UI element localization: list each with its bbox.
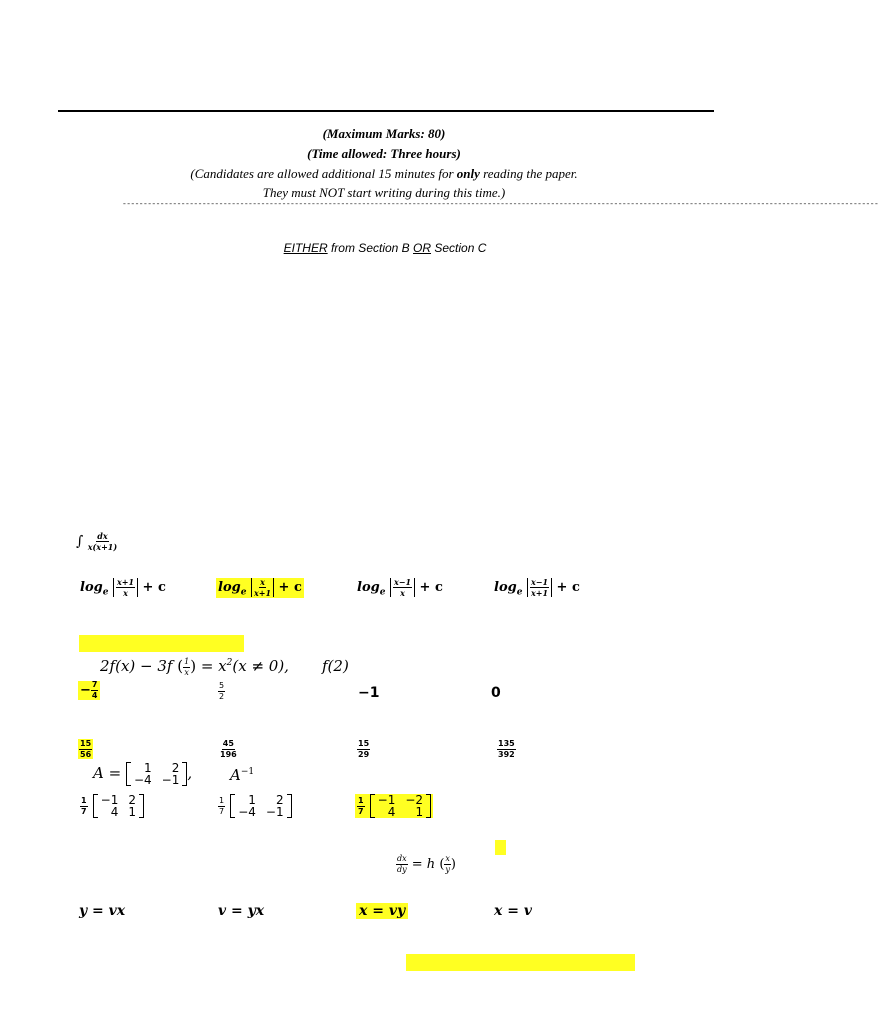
highlight-mark <box>495 840 506 855</box>
q2-equation: 2f(x) − 3f ( $\frac{1}{x}$ ) = $x^2(x \ne 0)$, <box>100 656 289 677</box>
instruction-line-1: (Candidates are allowed additional 15 minutes for only reading the paper. <box>190 166 578 181</box>
q4-matrix-statement: A = 1 2 −4 −1 , <box>93 761 193 787</box>
max-marks: (Maximum Marks: 80) <box>322 126 446 141</box>
highlight-bar-2 <box>406 954 635 971</box>
q2-option-b: $\frac{5}{2}$ <box>219 681 225 701</box>
q2-target: f(2) <box>322 657 349 675</box>
q1-option-a: $\log_e$ $\frac{x+1}{x}$ + c <box>80 577 166 598</box>
q3-option-b: $\frac{45}{196}$ <box>220 739 237 759</box>
q5-option-b: v = yx <box>218 903 265 919</box>
q3-option-c: $\frac{15}{29}$ <box>358 739 370 759</box>
dashed-divider: ------------------------------------------------------------------------------------------------------------------------------------------------------------------------------------ <box>122 200 878 209</box>
q4-option-c: $\frac{1}{7}$ −1 −2 4 1 <box>355 794 433 818</box>
q3-option-a: $\frac{15}{56}$ <box>80 739 92 759</box>
q5-differential-equation: $\frac{dx}{dy}$ = h ( $\frac{x}{y}$ ) <box>397 854 456 874</box>
q4-inverse: $A^{-1}$ <box>230 766 255 784</box>
q4-option-b: $\frac{1}{7}$ 1 2 −4 −1 <box>218 794 292 818</box>
q2-option-c: −1 <box>358 685 380 701</box>
q1-option-b: $\log_e$ $\frac{x}{x+1}$ + c <box>218 577 302 598</box>
highlight-bar-1 <box>79 635 244 652</box>
top-rule <box>58 110 714 112</box>
q5-option-a: y = vx <box>79 903 126 919</box>
time-allowed: (Time allowed: Three hours) <box>307 146 461 161</box>
q3-option-d: $\frac{135}{392}$ <box>498 739 515 759</box>
q1-option-c: $\log_e$ $\frac{x-1}{x}$ + c <box>357 577 443 598</box>
section-instruction: EITHER from Section B OR Section C <box>283 241 487 255</box>
q1-integral: ∫ $\frac{dx}{x(x+1)}$ <box>76 531 118 552</box>
q5-option-c: x = vy <box>356 903 408 919</box>
q4-option-a: $\frac{1}{7}$ −1 2 4 1 <box>80 794 144 818</box>
q2-option-a: − $\frac{7}{4}$ <box>78 681 100 700</box>
instruction-line-2: They must NOT start writing during this time.) <box>262 185 506 200</box>
q1-option-d: $\log_e$ $\frac{x-1}{x+1}$ + c <box>494 577 580 598</box>
q5-option-d: x = v <box>494 903 532 919</box>
q2-option-d: 0 <box>491 685 501 701</box>
